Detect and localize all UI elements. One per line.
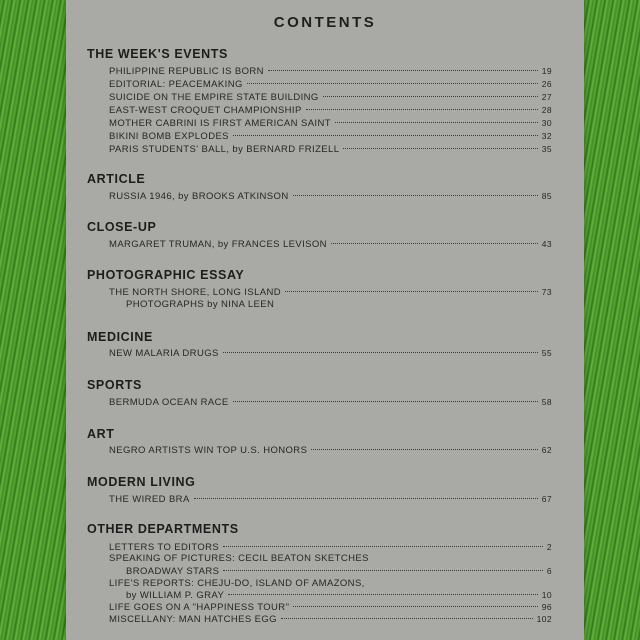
toc-entry [109, 104, 552, 116]
toc-entry [109, 78, 552, 90]
section-heading-sports: SPORTS [87, 378, 142, 392]
toc-entry [109, 613, 552, 625]
entry-page: 58 [541, 397, 552, 407]
entry-page: 28 [541, 105, 552, 115]
entry-subline: by WILLIAM P. GRAY [126, 590, 225, 601]
entry-subline: PHOTOGRAPHS by NINA LEEN [126, 299, 275, 310]
entry-title: LETTERS TO EDITORS [109, 542, 220, 553]
entry-page: 102 [536, 614, 552, 624]
entry-page: 43 [541, 239, 552, 249]
entry-title: EDITORIAL: PEACEMAKING [109, 79, 243, 90]
dot-leader [331, 243, 538, 244]
dot-leader [306, 109, 538, 110]
entry-title: SPEAKING OF PICTURES: CECIL BEATON SKETCHES [109, 553, 369, 564]
entry-title: THE WIRED BRA [109, 494, 190, 505]
dot-leader [268, 70, 538, 71]
dot-leader [285, 291, 538, 292]
toc-entry [109, 396, 552, 408]
entry-title: LIFE GOES ON A "HAPPINESS TOUR" [109, 602, 290, 613]
contents-page [66, 0, 584, 640]
dot-leader [247, 83, 538, 84]
entry-title: MISCELLANY: MAN HATCHES EGG [109, 614, 277, 625]
entry-page: 26 [541, 79, 552, 89]
toc-entry [109, 91, 552, 103]
entry-title: THE NORTH SHORE, LONG ISLAND [109, 287, 282, 298]
entry-title: MOTHER CABRINI IS FIRST AMERICAN SAINT [109, 118, 331, 129]
entry-title: PARIS STUDENTS' BALL, by BERNARD FRIZELL [109, 144, 340, 155]
toc-entry [126, 589, 552, 601]
dot-leader [223, 570, 542, 571]
dot-leader [323, 96, 538, 97]
entry-title: RUSSIA 1946, by BROOKS ATKINSON [109, 191, 289, 202]
entry-page: 62 [541, 445, 552, 455]
toc-entry [109, 286, 552, 298]
dot-leader [233, 401, 538, 402]
entry-title: BIKINI BOMB EXPLODES [109, 131, 229, 142]
entry-page: 19 [541, 66, 552, 76]
entry-title: BERMUDA OCEAN RACE [109, 397, 229, 408]
toc-entry [109, 117, 552, 129]
toc-entry [109, 143, 552, 155]
toc-entry [109, 347, 552, 359]
page-title: CONTENTS [273, 14, 377, 31]
entry-title: LIFE'S REPORTS: CHEJU-DO, ISLAND OF AMAZONS, [109, 578, 365, 589]
entry-page: 67 [541, 494, 552, 504]
entry-subline: BROADWAY STARS [126, 566, 220, 577]
toc-entry [109, 238, 552, 250]
dot-leader [335, 122, 538, 123]
toc-entry [109, 493, 552, 505]
dot-leader [223, 352, 538, 353]
toc-entry [126, 565, 552, 577]
dot-leader [293, 195, 538, 196]
entry-page: 35 [541, 144, 552, 154]
entry-title: SUICIDE ON THE EMPIRE STATE BUILDING [109, 92, 319, 103]
toc-entry [109, 190, 552, 202]
section-heading-medicine: MEDICINE [87, 330, 153, 344]
dot-leader [194, 498, 538, 499]
entry-title: PHILIPPINE REPUBLIC IS BORN [109, 66, 264, 77]
section-heading-weeks-events: THE WEEK'S EVENTS [87, 47, 228, 61]
dot-leader [228, 594, 538, 595]
entry-page: 96 [541, 602, 552, 612]
entry-page: 2 [546, 542, 552, 552]
entry-page: 30 [541, 118, 552, 128]
entry-page: 73 [541, 287, 552, 297]
toc-entry [109, 541, 552, 553]
section-heading-modern-living: MODERN LIVING [87, 475, 196, 489]
dot-leader [223, 546, 543, 547]
toc-entry [109, 65, 552, 77]
entry-title: MARGARET TRUMAN, by FRANCES LEVISON [109, 239, 327, 250]
entry-page: 32 [541, 131, 552, 141]
section-heading-art: ART [87, 427, 115, 441]
section-heading-other-departments: OTHER DEPARTMENTS [87, 522, 239, 536]
section-heading-article: ARTICLE [87, 172, 146, 186]
dot-leader [311, 449, 537, 450]
toc-entry [109, 130, 552, 142]
entry-page: 6 [546, 566, 552, 576]
section-heading-closeup: CLOSE-UP [87, 220, 157, 234]
dot-leader [343, 148, 537, 149]
toc-entry [109, 601, 552, 613]
entry-page: 85 [541, 191, 552, 201]
dot-leader [233, 135, 538, 136]
dot-leader [281, 618, 533, 619]
entry-title: NEW MALARIA DRUGS [109, 348, 219, 359]
section-heading-photo-essay: PHOTOGRAPHIC ESSAY [87, 268, 245, 282]
entry-page: 10 [541, 590, 552, 600]
entry-title: NEGRO ARTISTS WIN TOP U.S. HONORS [109, 445, 308, 456]
entry-title: EAST-WEST CROQUET CHAMPIONSHIP [109, 105, 302, 116]
entry-page: 27 [541, 92, 552, 102]
toc-entry [109, 444, 552, 456]
entry-page: 55 [541, 348, 552, 358]
dot-leader [293, 606, 537, 607]
